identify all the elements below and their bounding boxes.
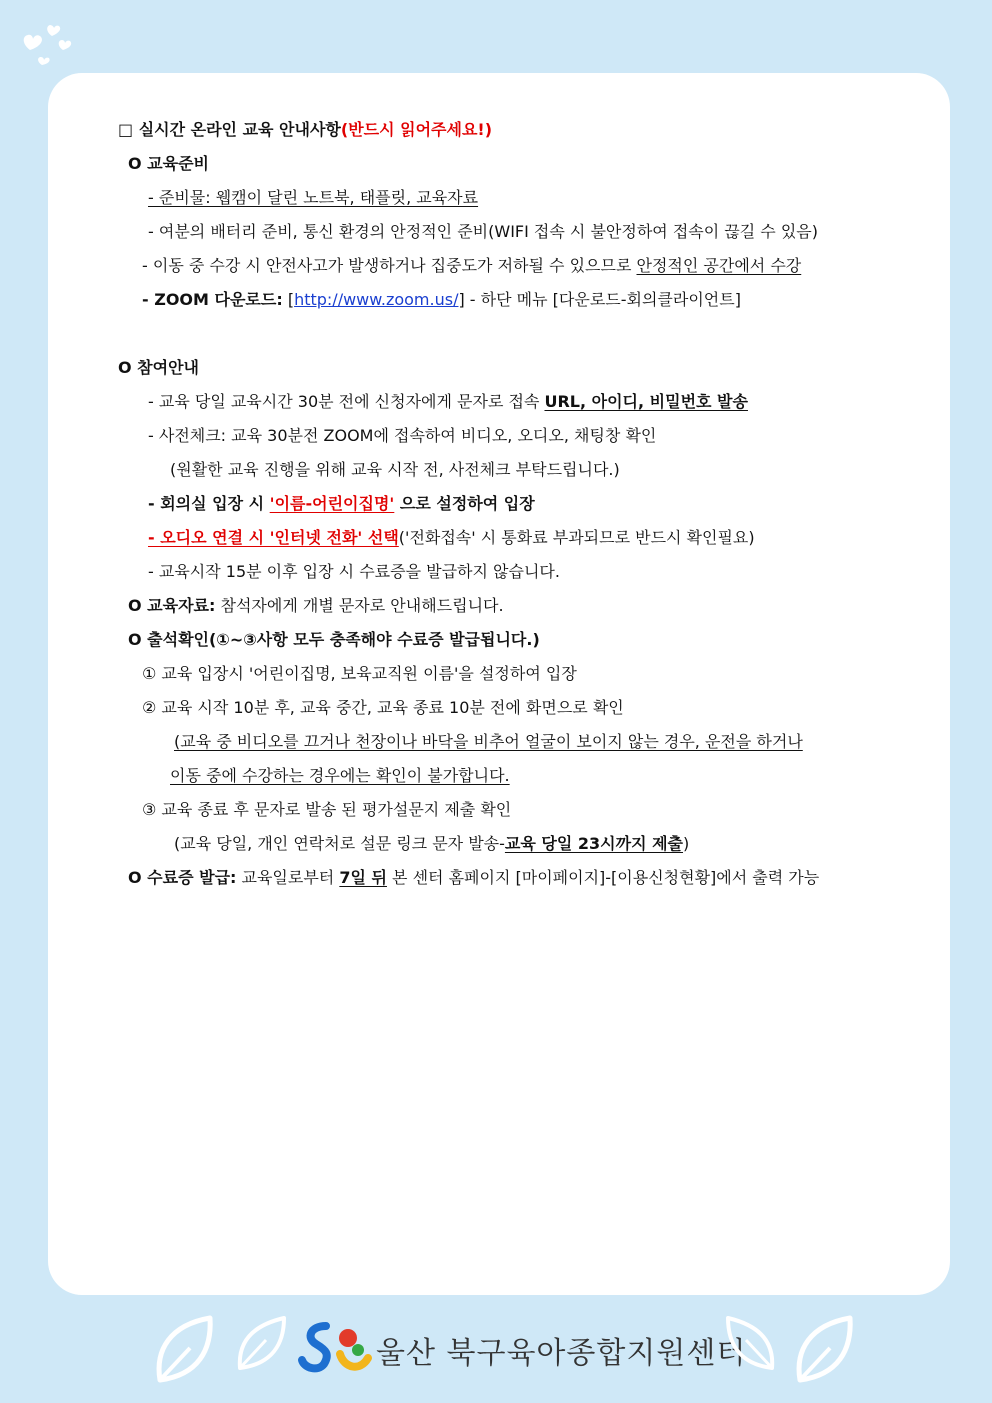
attendance-item-2: ② 교육 시작 10분 후, 교육 중간, 교육 종료 10분 전에 화면으로 확인 xyxy=(142,698,624,717)
prep-item-zoom: - ZOOM 다운로드: [http://www.zoom.us/] - 하단 메뉴 [다운로드-회의클라이언트] xyxy=(142,290,741,309)
prep-item-supplies: - 준비물: 웹캠이 달린 노트북, 태플릿, 교육자료 xyxy=(148,188,479,207)
participation-item-audio: - 오디오 연결 시 '인터넷 전화' 선택('전화접속' 시 통화료 부과되므로 반드시 확인필요) xyxy=(148,528,755,547)
leaf-icon xyxy=(790,1310,870,1390)
center-name: 울산 북구육아종합지원센터 xyxy=(376,1336,747,1371)
attendance-item-3: ③ 교육 종료 후 문자로 발송 된 평가설문지 제출 확인 xyxy=(142,800,512,819)
participation-item-late: - 교육시작 15분 이후 입장 시 수료증을 발급하지 않습니다. xyxy=(148,562,560,581)
attendance-item-3-note: (교육 당일, 개인 연락처로 설문 링크 문자 발송-교육 당일 23시까지 제출) xyxy=(174,834,690,853)
attendance-item-1: ① 교육 입장시 '어린이집명, 보육교직원 이름'을 설정하여 입장 xyxy=(142,664,577,683)
leaf-icon xyxy=(716,1312,780,1376)
attendance-heading: O 출석확인(①~③사항 모두 충족해야 수료증 발급됩니다.) xyxy=(128,630,540,649)
leaf-icon xyxy=(150,1310,230,1390)
attendance-item-2-note-1: (교육 중 비디오를 끄거나 천장이나 바닥을 비추어 얼굴이 보이지 않는 경우, 운전을 하거나 xyxy=(174,732,803,751)
prep-item-safety: - 이동 중 수강 시 안전사고가 발생하거나 집중도가 저하될 수 있으므로 안정적인 공간에서 수강 xyxy=(142,256,802,275)
participation-item-precheck-note: (원활한 교육 진행을 위해 교육 시작 전, 사전체크 부탁드립니다.) xyxy=(170,460,620,479)
participation-heading: O 참여안내 xyxy=(118,358,199,377)
participation-item-entry: - 회의실 입장 시 '이름-어린이집명' 으로 설정하여 입장 xyxy=(148,494,535,513)
notice-title: □ 실시간 온라인 교육 안내사항(반드시 읽어주세요!) xyxy=(118,120,493,139)
zoom-download-link[interactable]: http://www.zoom.us/ xyxy=(294,290,459,309)
participation-item-url: - 교육 당일 교육시간 30분 전에 신청자에게 문자로 접속 URL, 아이디, 비밀번호 발송 xyxy=(148,392,748,411)
hearts-decoration xyxy=(18,20,88,70)
prep-item-battery: - 여분의 배터리 준비, 통신 환경의 안정적인 준비(WIFI 접속 시 불안정하여 접속이 끊길 수 있음) xyxy=(148,222,818,241)
notice-content xyxy=(118,113,890,895)
leaf-icon xyxy=(232,1312,296,1376)
certificate-line: O 수료증 발급: 교육일로부터 7일 뒤 본 센터 홈페이지 [마이페이지]-[이용신청현황]에서 출력 가능 xyxy=(128,868,820,887)
notice-card xyxy=(48,73,950,1295)
participation-item-precheck: - 사전체크: 교육 30분전 ZOOM에 접속하여 비디오, 오디오, 채팅창 확인 xyxy=(148,426,657,445)
prep-heading: O 교육준비 xyxy=(128,154,209,173)
materials-line: O 교육자료: 참석자에게 개별 문자로 안내해드립니다. xyxy=(128,596,504,615)
attendance-item-2-note-2: 이동 중에 수강하는 경우에는 확인이 불가합니다. xyxy=(170,766,510,785)
footer xyxy=(0,1300,992,1403)
center-logo-icon xyxy=(296,1316,376,1386)
